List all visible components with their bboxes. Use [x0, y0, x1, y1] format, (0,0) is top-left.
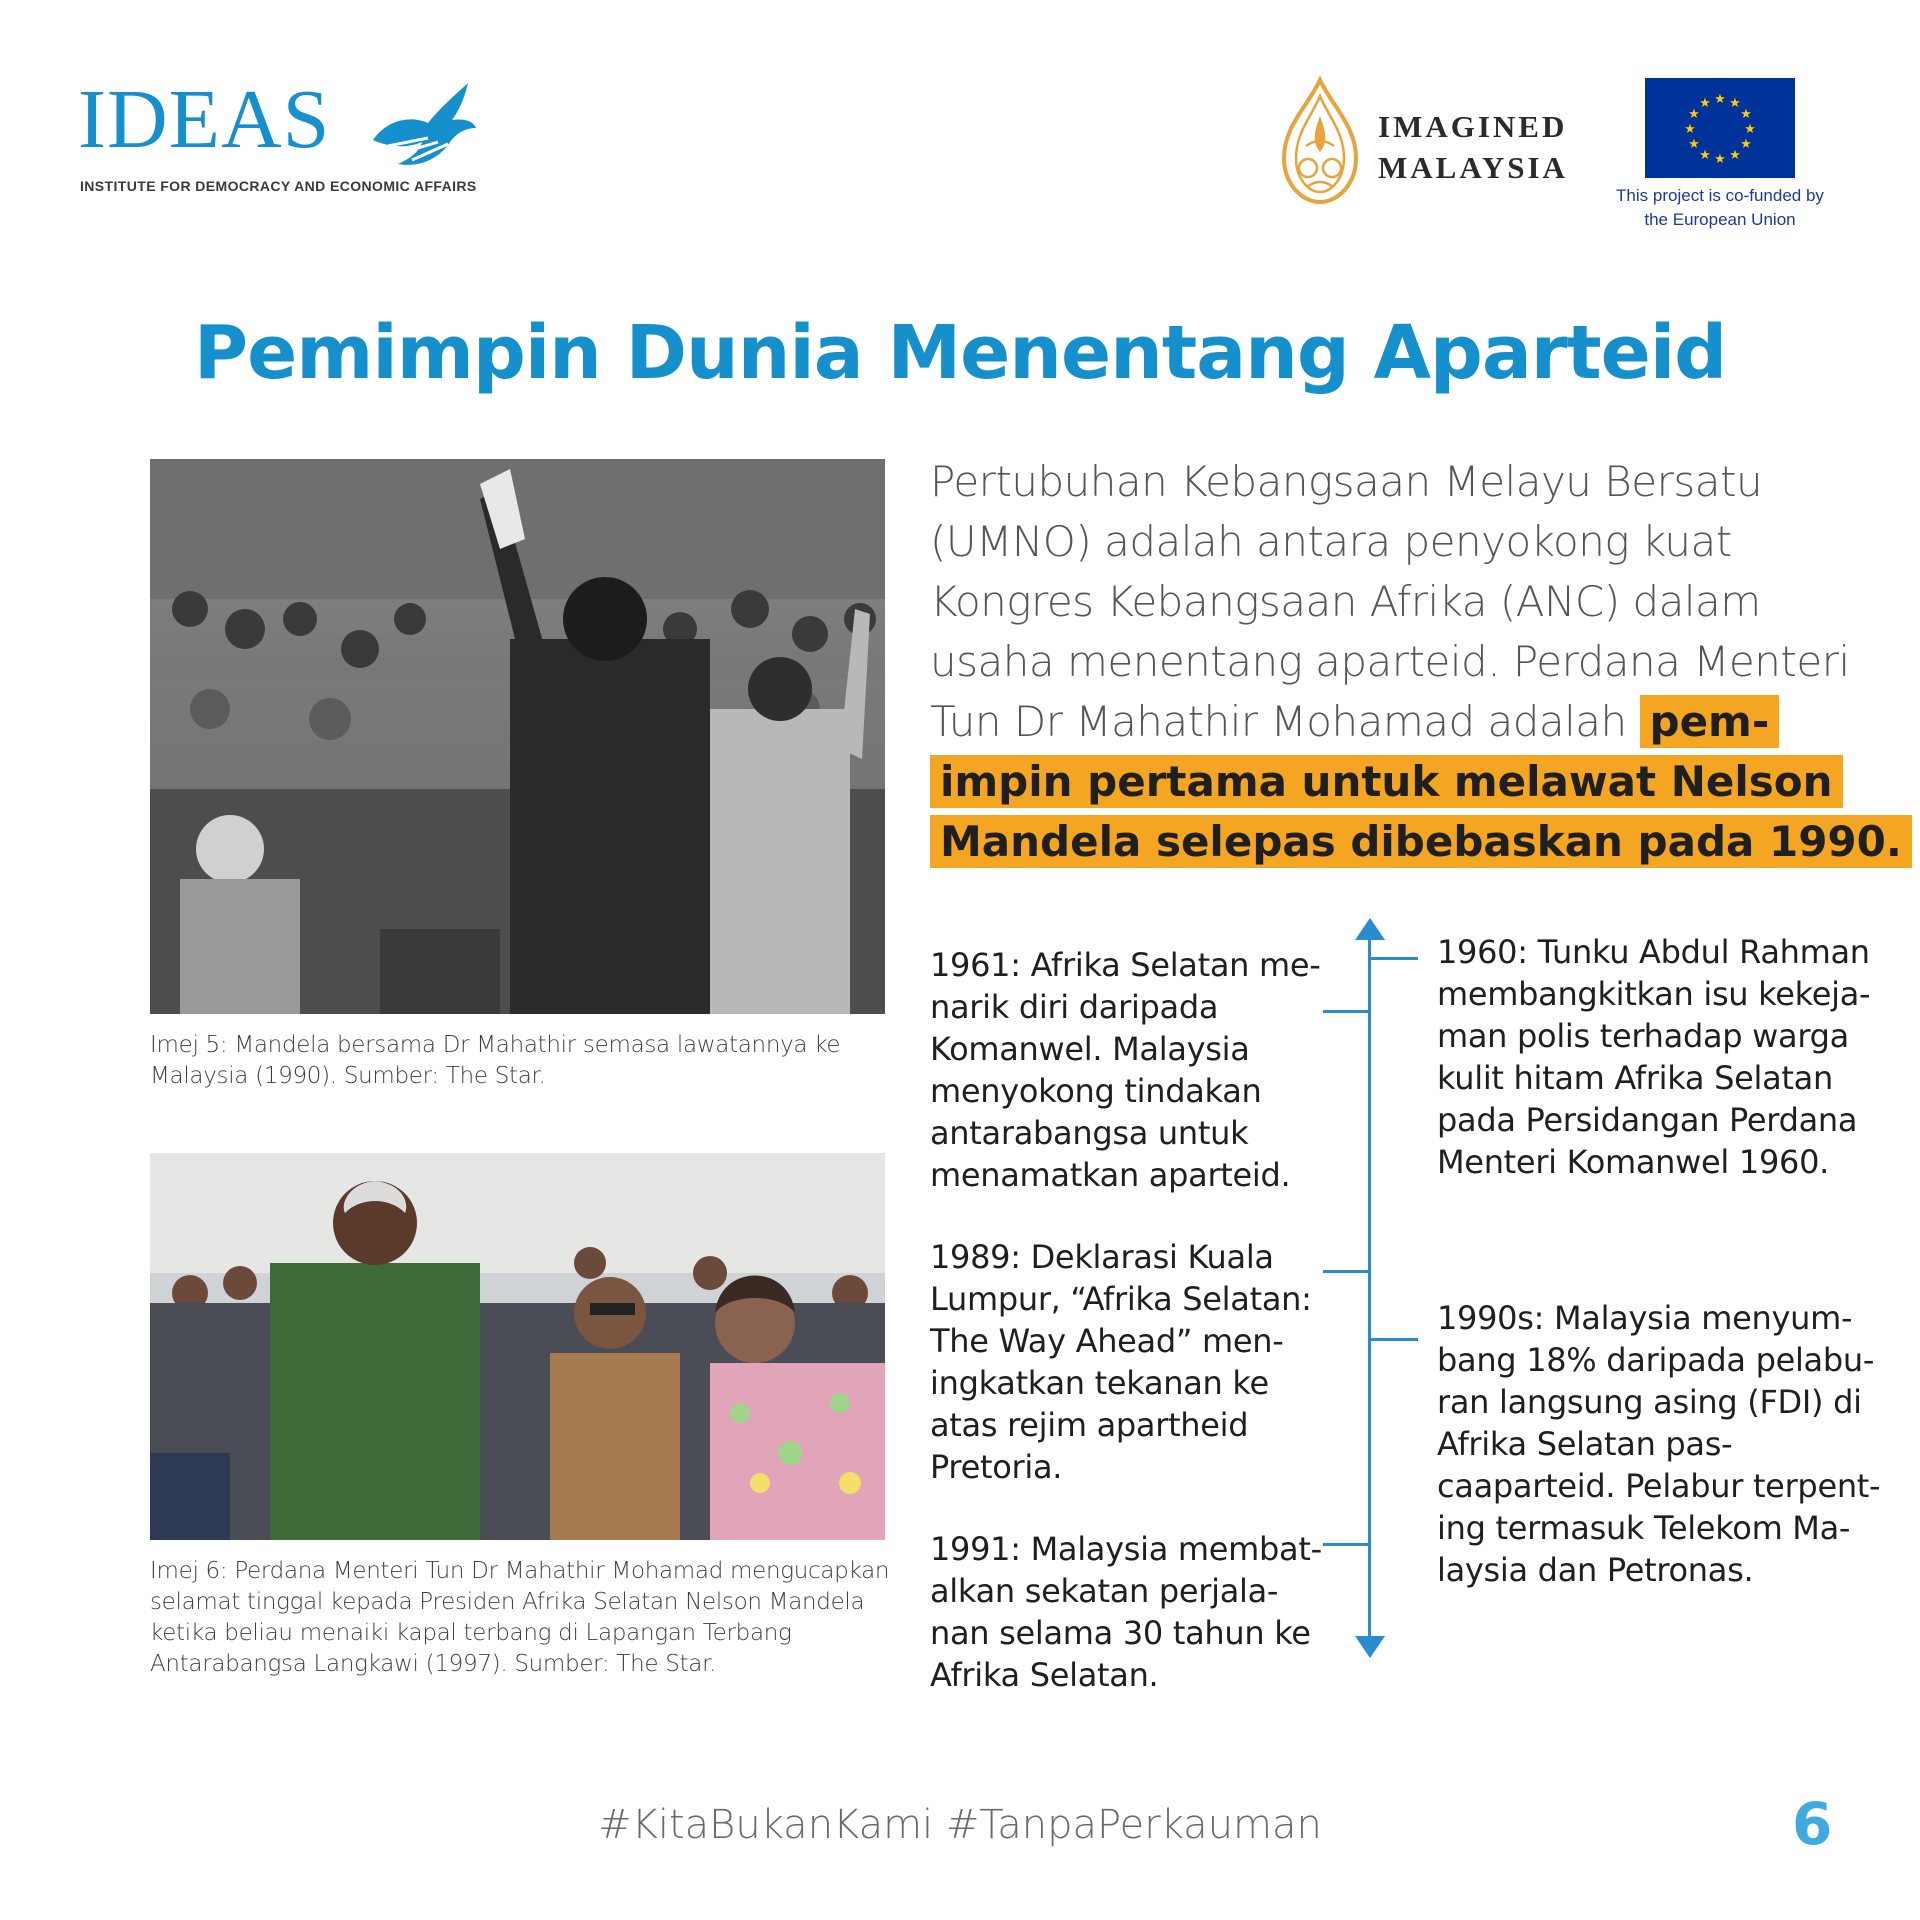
timeline-event-1960: 1960: Tunku Abdul Rahman membangkitkan isu kekeja- man polis terhadap warga kulit hitam Afrika Selatan pada Persidangan Perdana Menteri Komanwel 1960.: [1437, 933, 1871, 1181]
intro-highlight: pem-: [1640, 695, 1780, 748]
intro-line: (UMNO) adalah antara penyokong kuat: [930, 517, 1732, 566]
intro-line: Pertubuhan Kebangsaan Melayu Bersatu: [930, 457, 1763, 506]
timeline-tick-1960: [1371, 957, 1418, 960]
timeline-arrow-down-icon: [1355, 1636, 1385, 1658]
photo2-caption: Imej 6: Perdana Menteri Tun Dr Mahathir Mohamad mengucapkan selamat tinggal kepada Presiden Afrika Selatan Nelson Mandela ketika beliau menaiki kapal terbang di Lapangan Terbang Antarabangsa Langkawi (1997). Sumber: The Star.: [150, 1558, 890, 1677]
footer-hashtags: #KitaBukanKami #TanpaPerkauman: [598, 1802, 1322, 1848]
imagined-line: IMAGINED: [1378, 109, 1568, 144]
svg-text:★: ★: [1699, 96, 1711, 111]
timeline-tick-1990s: [1371, 1338, 1418, 1341]
svg-text:★: ★: [1744, 122, 1756, 137]
eu-flag-icon: [1645, 78, 1795, 178]
svg-text:★: ★: [1714, 92, 1726, 107]
photo1-caption: Imej 5: Mandela bersama Dr Mahathir semasa lawatannya ke Malaysia (1990). Sumber: The Star.: [150, 1032, 841, 1089]
intro-line: [930, 752, 1833, 812]
svg-text:★: ★: [1688, 137, 1700, 152]
ideas-subtitle: INSTITUTE FOR DEMOCRACY AND ECONOMIC AFFAIRS: [80, 178, 477, 194]
svg-text:★: ★: [1740, 137, 1752, 152]
imagined-malaysia-emblem-icon: [1278, 76, 1362, 206]
timeline-event-1961: 1961: Afrika Selatan me- narik diri daripada Komanwel. Malaysia menyokong tindakan antarabangsa untuk menamatkan aparteid.: [930, 946, 1321, 1194]
malaysia-line: MALAYSIA: [1378, 150, 1568, 185]
intro-line: Tun Dr Mahathir Mohamad adalah pem-: [930, 692, 1830, 752]
svg-text:★: ★: [1699, 148, 1711, 163]
intro-line: [930, 812, 1902, 872]
svg-text:★: ★: [1714, 152, 1726, 167]
imagined-malaysia-wordmark: [1378, 106, 1568, 188]
svg-text:★: ★: [1729, 148, 1741, 163]
intro-paragraph: [930, 452, 1902, 872]
photo-mandela-mahathir-1990: [150, 459, 885, 1014]
ideas-wordmark: IDEAS: [78, 73, 331, 166]
page-number: 6: [1792, 1790, 1833, 1858]
svg-text:★: ★: [1729, 96, 1741, 111]
timeline-tick-1989: [1323, 1270, 1370, 1273]
timeline-event-1990s: 1990s: Malaysia menyum- bang 18% daripada pelabu- ran langsung asing (FDI) di Afrika Selatan pas- caaparteid. Pelabur terpent- ing termasuk Telekom Ma- laysia dan Petronas.: [1437, 1299, 1881, 1589]
eu-cofunded-caption: This project is co-funded by the European Union: [1616, 186, 1824, 229]
timeline-tick-1991: [1323, 1543, 1370, 1546]
timeline-event-1991: 1991: Malaysia membat- alkan sekatan perjala- nan selama 30 tahun ke Afrika Selatan.: [930, 1530, 1322, 1694]
svg-text:★: ★: [1688, 107, 1700, 122]
svg-text:★: ★: [1684, 122, 1696, 137]
svg-text:★: ★: [1740, 107, 1752, 122]
bird-icon: [368, 78, 478, 173]
intro-highlight: Mandela selepas dibebaskan pada 1990.: [930, 815, 1912, 868]
photo-mandela-mahathir-1997: [150, 1153, 885, 1540]
ideas-logo: [78, 73, 478, 198]
intro-highlight: impin pertama untuk melawat Nelson: [930, 755, 1843, 808]
timeline-event-1989: 1989: Deklarasi Kuala Lumpur, “Afrika Selatan: The Way Ahead” men- ingkatkan tekanan ke atas rejim apartheid Pretoria.: [930, 1238, 1312, 1486]
intro-line: Kongres Kebangsaan Afrika (ANC) dalam: [930, 577, 1761, 626]
page-title: Pemimpin Dunia Menentang Aparteid: [193, 310, 1727, 396]
timeline-axis: [1368, 935, 1371, 1640]
intro-line: usaha menentang aparteid. Perdana Menteri: [930, 637, 1850, 686]
timeline-tick-1961: [1323, 1010, 1370, 1013]
